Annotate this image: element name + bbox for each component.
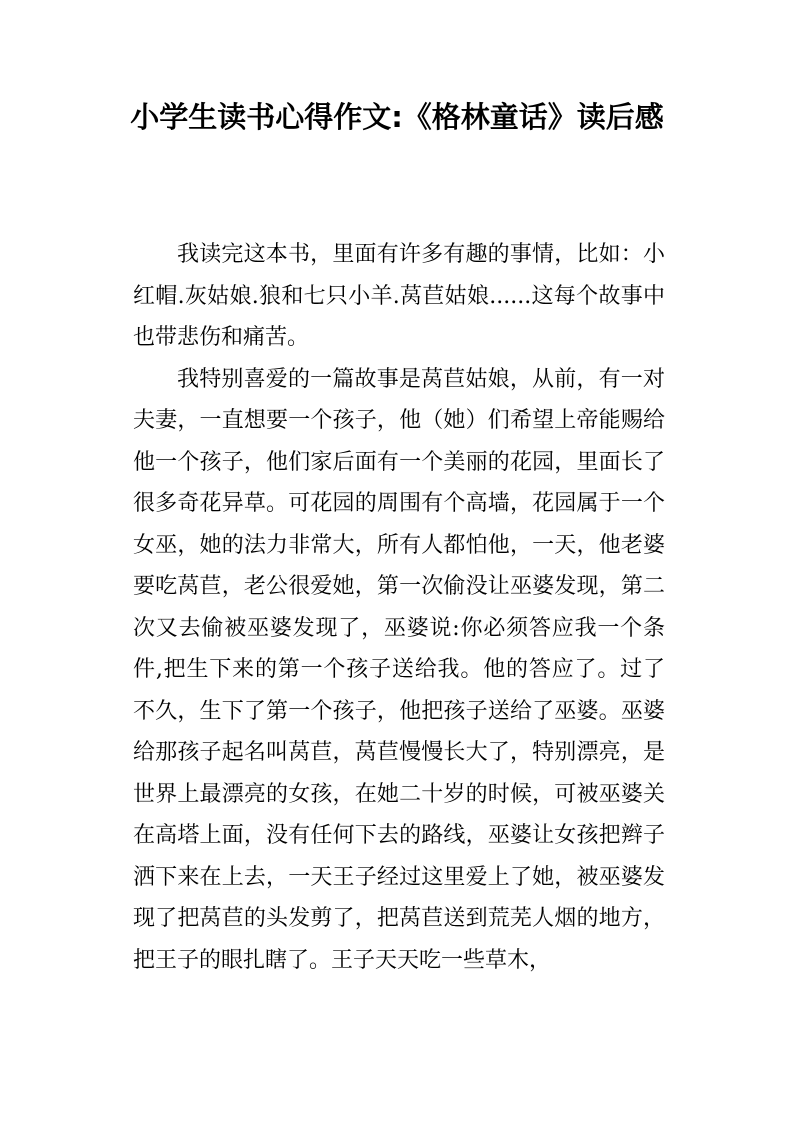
paragraph: 我读完这本书，里面有许多有趣的事情，比如：小红帽.灰姑娘.狼和七只小羊.莴苣姑娘......这每个故事中也带悲伤和痛苦。 xyxy=(133,242,665,350)
document-title: 小学生读书心得作文:《格林童话》读后感 xyxy=(130,100,664,134)
document-body xyxy=(133,234,665,981)
paragraph: 我特别喜爱的一篇故事是莴苣姑娘，从前，有一对夫妻，一直想要一个孩子，他（她）们希望上帝能赐给他一个孩子，他们家后面有一个美丽的花园，里面长了很多奇花异草。可花园的周围有个高墙，花园属于一个女巫，她的法力非常大，所有人都怕他，一天，他老婆要吃莴苣，老公很爱她，第一次偷没让巫婆发现，第二次又去偷被巫婆发现了，巫婆说:你必须答应我一个条件,把生下来的第一个孩子送给我。他的答应了。过了不久，生下了第一个孩子，他把孩子送给了巫婆。巫婆给那孩子起名叫莴苣，莴苣慢慢长大了，特别漂亮，是世界上最漂亮的女孩，在她二十岁的时候，可被巫婆关在高塔上面，没有任何下去的路线，巫婆让女孩把辫子洒下来在上去，一天王子经过这里爱上了她，被巫婆发现了把莴苣的头发剪了，把莴苣送到荒芜人烟的地方，把王子的眼扎瞎了。王子天天吃一些草木， xyxy=(133,366,665,973)
